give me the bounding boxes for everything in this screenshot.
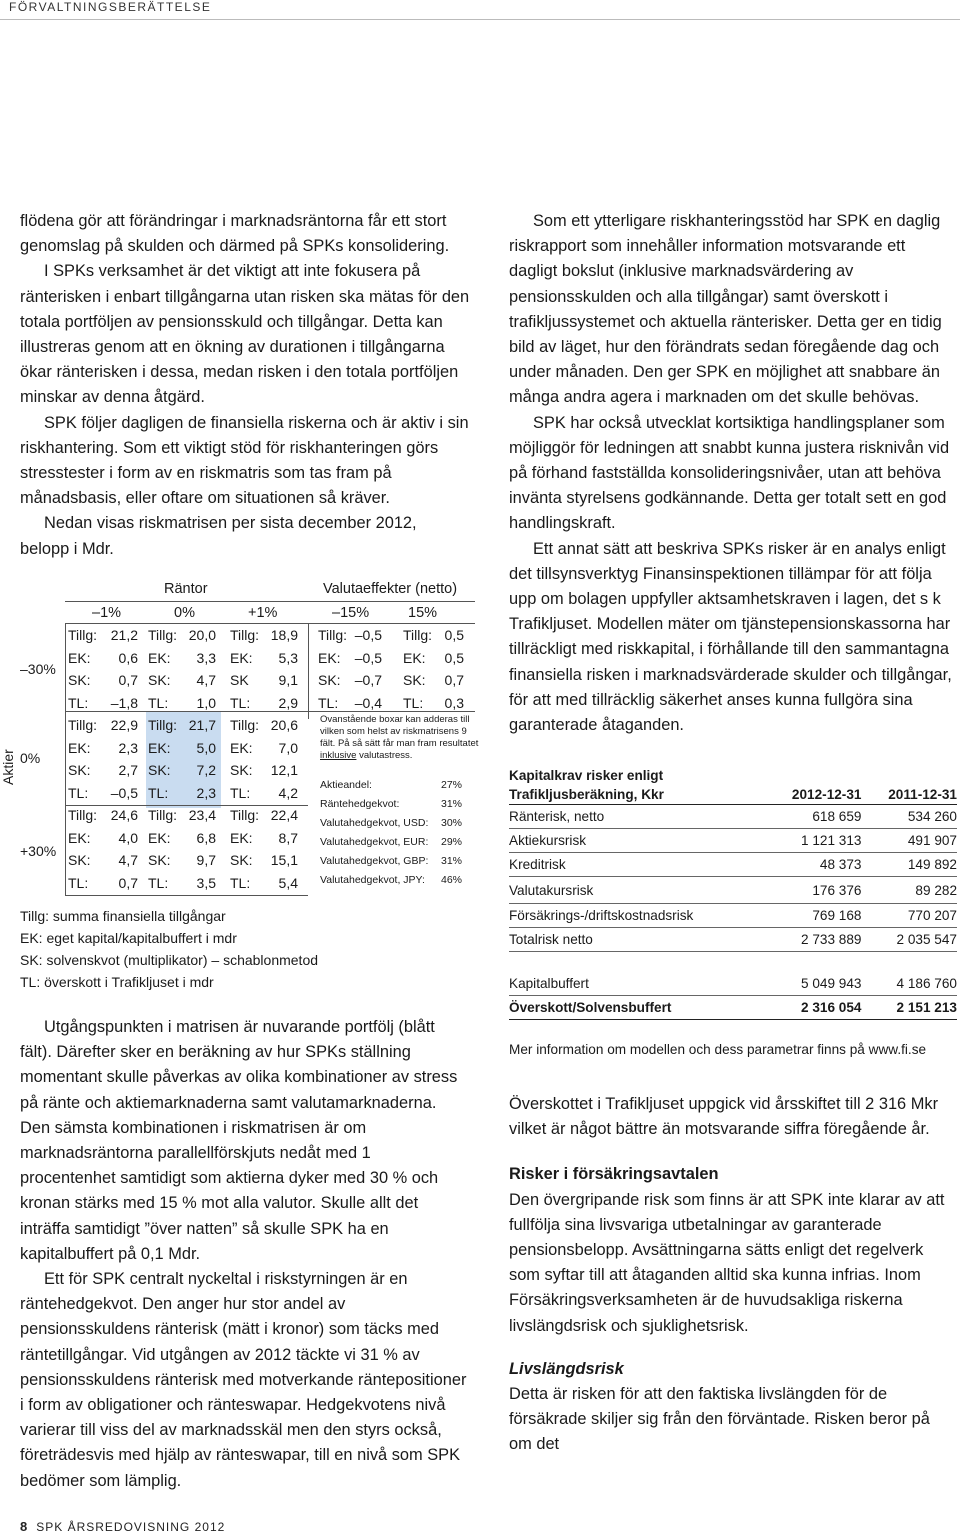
paragraph: flödena gör att förändringar i marknadsräntorna får ett stort genomslag på skulden och därmed på SPKs konsolidering.: [20, 212, 450, 256]
table-row: [509, 928, 957, 952]
table-row: [509, 805, 957, 829]
cell-value: 0,6: [118, 649, 138, 666]
paragraph: SPK har också utvecklat kortsiktiga handlingsplaner som möjliggör för ledningen att snabbt kunna justera risknivån vid på förhand fastställda konsolideringsnivåer, utan att behöva invänta styrelsens godkännande. Detta ger totalt sett en god handlingskraft.: [509, 413, 950, 533]
matrix-note: [320, 714, 478, 762]
cell-value: 15,1: [270, 852, 298, 868]
cell-value: 7,0: [278, 739, 298, 756]
cell: 2 151 213: [861, 996, 957, 1020]
cell-label: EK:: [148, 829, 171, 846]
legend-item: Tillg: summa finansiella tillgångar: [20, 908, 226, 924]
col-head: –15%: [332, 605, 370, 621]
cell-label: Tillg:: [68, 627, 98, 643]
page-footer: [20, 1519, 225, 1534]
cell-label: SK: [230, 672, 249, 688]
cell-label: EK:: [148, 739, 171, 756]
footer-text: SPK ÅRSREDOVISNING 2012: [36, 1520, 226, 1534]
cell-label: Tillg:: [230, 717, 260, 733]
row-label: Överskott/Solvensbuffert: [509, 996, 765, 1020]
stat-label: Valutahedgekvot, GBP:: [320, 855, 429, 867]
matrix-rule: [65, 623, 475, 624]
table-title: Trafikljusberäkning, Kkr: [509, 785, 765, 805]
paragraph: Överskottet i Trafikljuset uppgick vid årsskiftet till 2 316 Mkr vilket är något bättre än motsvarande siffra föregående år.: [509, 1095, 939, 1139]
cell-label: SK:: [230, 852, 253, 868]
paragraph: Som ett ytterligare riskhanteringsstöd har SPK en daglig riskrapport som innehåller information motsvarande ett dagligt bokslut (inklusive marknadsvärdering av pensionsskulden och alla tillgångar) samt överskott i trafikljussystemet och aktuella ränterisker. Detta ger en tidig bild av läget, hur den förändrats sedan föregående dag och under månaden. Den ger SPK en möjlighet att snabbare än många andra agera i marknaden om det skulle behövas.: [509, 212, 942, 407]
cell-value: 0,7: [118, 672, 138, 688]
cell-label: TL:: [68, 874, 89, 891]
cell: 534 260: [861, 805, 957, 829]
stat-label: Aktieandel:: [320, 779, 372, 791]
cell-value: 0,7: [118, 874, 138, 891]
cell-value: 3,3: [196, 649, 216, 666]
paragraph: SPK följer dagligen de finansiella riskerna och är aktiv i sin riskhantering. Som ett viktigt stöd för riskhanteringen görs stresstester i form av en riskmatris som tas fram på månadsbasis, eller oftare om situationen så kräver.: [20, 413, 469, 508]
table-row: [509, 972, 957, 996]
stat-value: 46%: [440, 874, 462, 886]
note-line-rest: valutastress.: [356, 750, 413, 761]
subheading: Livslängdsrisk: [509, 1359, 624, 1378]
note-underline: inklusive: [320, 750, 357, 761]
legend-item: SK: solvenskvot (multiplikator) – schablonmetod: [20, 952, 319, 968]
cell-label: TL:: [148, 874, 169, 891]
section-header: FÖRVALTNINGSBERÄTTELSE: [9, 0, 212, 14]
cell-label: SK:: [148, 852, 171, 868]
cell-value: 9,1: [278, 672, 298, 688]
stat-label: Valutahedgekvot, JPY:: [320, 874, 425, 886]
cell-label: SK:: [318, 672, 341, 688]
cell-label: EK:: [318, 649, 341, 666]
stat-label: Valutahedgekvot, USD:: [320, 817, 429, 829]
cell-label: EK:: [230, 739, 253, 756]
table-title: Kapitalkrav risker enligt: [509, 768, 664, 783]
col-header: 2012-12-31: [765, 785, 862, 805]
cell-label: Tillg:: [148, 807, 178, 823]
cell: 1 121 313: [765, 829, 862, 853]
cell-value: –0,5: [110, 784, 138, 801]
cell-label: Tillg:: [148, 717, 178, 733]
cell-value: 24,6: [110, 807, 138, 823]
table-row: [509, 904, 957, 928]
matrix-header-rantor: Räntor: [164, 581, 208, 597]
cell-value: –0,7: [354, 672, 382, 688]
paragraph: Detta är risken för att den faktiska livslängden för de försäkrade skiljer sig från den förväntade. Risken beror på om det: [509, 1385, 930, 1454]
cell-value: –0,5: [354, 627, 382, 643]
row-label: Ränterisk, netto: [509, 805, 765, 829]
cell-label: Tillg:: [230, 807, 260, 823]
table-row: [509, 877, 957, 904]
cell: 48 373: [765, 853, 862, 877]
col-head: +1%: [248, 605, 278, 621]
table-row: [509, 996, 957, 1020]
right-column-intro: [509, 209, 957, 738]
row-label: Aktiekursrisk: [509, 829, 765, 853]
cell-label: Tillg:: [318, 627, 348, 643]
cell-value: –0,4: [354, 694, 382, 711]
cell-label: SK:: [148, 672, 171, 688]
col-head: 15%: [408, 605, 438, 621]
cell: 4 186 760: [861, 972, 957, 996]
cell-value: 20,0: [188, 627, 216, 643]
cell-value: 21,2: [110, 627, 138, 643]
header-divider: [0, 19, 960, 20]
matrix-rule: [65, 895, 308, 896]
cell: 770 207: [861, 904, 957, 928]
row-label: Kreditrisk: [509, 853, 765, 877]
cell-value: 0,3: [444, 694, 464, 711]
cell-value: 0,5: [444, 649, 464, 666]
subheading: Risker i försäkringsavtalen: [509, 1165, 719, 1184]
cell: 2 316 054: [765, 996, 862, 1020]
matrix-rule: [65, 711, 475, 712]
capital-requirement-table: [509, 766, 957, 1020]
right-column-after: [509, 1092, 957, 1458]
paragraph: Ett annat sätt att beskriva SPKs risker är en analys enligt det tillsynsverktyg Finansinspektionen tillämpar för att följa upp om bolagen uppfyller aktsamhetskraven i lagen, det s k Trafikljuset. Modellen mäter om tjänstepensionskassorna har tillräckligt med riskkapital, i förhållande till den sammantagna finansiella risken i marknadsvärderade skulder och tillgångar, för att med tillräcklig säkerhet anses kunna fullgöra sina garanterade åtaganden.: [509, 539, 952, 735]
paragraph: Utgångspunkten i matrisen är nuvarande portfölj (blått fält). Därefter sker en beräkning av hur SPKs ställning momentant skulle påverkas av olika kombinationer av stress på ränte och aktiemarknaderna samt valutamarknaderna. Den sämsta kombinationen i riskmatrisen är om marknadsräntorna parallellförskjuts nedåt med 1 procentenhet samtidigt som aktierna dyker med 30 % och kronan stärks med 15 % mot alla valutor. Skulle allt det inträffa samtidigt ”över natten” så skulle SPK ha en kapitalbuffert på 0,1 Mdr.: [20, 1018, 458, 1263]
cell-value: 2,9: [278, 694, 298, 711]
cell-label: SK:: [68, 762, 91, 778]
cell-label: TL:: [68, 784, 89, 801]
cell-label: Tillg:: [148, 627, 178, 643]
cell-value: 1,0: [196, 694, 216, 711]
cell-value: 21,7: [188, 717, 216, 733]
stat-value: 29%: [440, 836, 462, 848]
cell: 176 376: [765, 877, 862, 904]
cell-label: Tillg:: [230, 627, 260, 643]
cell-label: TL:: [230, 784, 251, 801]
cell-label: EK:: [68, 649, 91, 666]
stat-value: 27%: [440, 779, 462, 791]
cell-label: SK:: [68, 672, 91, 688]
cell-label: SK:: [230, 762, 253, 778]
matrix-header-valuta: Valutaeffekter (netto): [323, 581, 458, 597]
col-header: 2011-12-31: [861, 785, 957, 805]
cell-label: TL:: [230, 874, 251, 891]
col-head: 0%: [174, 605, 195, 621]
matrix-legend: [20, 905, 318, 993]
note-line: fält. På så sätt får man fram resultatet: [320, 738, 479, 749]
row-label: Valutakursrisk: [509, 877, 765, 904]
cell-value: 2,3: [196, 784, 216, 801]
cell: 5 049 943: [765, 972, 862, 996]
cell-value: 5,4: [278, 874, 298, 891]
cell-label: Tillg:: [403, 627, 433, 643]
cell-value: 23,4: [188, 807, 216, 823]
cell-value: –0,5: [354, 649, 382, 666]
matrix-divider: [308, 623, 309, 719]
cell-value: 0,5: [444, 627, 464, 643]
paragraph: I SPKs verksamhet är det viktigt att inte fokusera på ränterisken i enbart tillgångarna utan risken ska mätas för den totala portföljen av pensionsskuld och tillgångar. Detta kan illustreras genom att en ökning av durationen i tillgångarna ökar ränterisken i dessa, medan risken i den totala portföljen minskar av denna åtgärd.: [20, 262, 470, 407]
legend-item: TL: överskott i Trafikljuset i mdr: [20, 974, 214, 990]
cell-label: TL:: [148, 694, 169, 711]
cell-value: 12,1: [270, 762, 298, 778]
cell-label: EK:: [68, 829, 91, 846]
cell-label: Tillg:: [68, 807, 98, 823]
cell-value: 18,9: [270, 627, 298, 643]
row-label: Försäkrings-/driftskostnadsrisk: [509, 904, 765, 928]
cell-label: EK:: [68, 739, 91, 756]
cell-value: 8,7: [278, 829, 298, 846]
cell: 149 892: [861, 853, 957, 877]
cell-value: 22,4: [270, 807, 298, 823]
stat-label: Valutahedgekvot, EUR:: [320, 836, 429, 848]
cell-value: 4,0: [118, 829, 138, 846]
cell: 618 659: [765, 805, 862, 829]
cell-label: EK:: [230, 829, 253, 846]
row-label: –30%: [20, 661, 56, 677]
cell-label: SK:: [403, 672, 426, 688]
cell-label: EK:: [230, 649, 253, 666]
cell-value: 20,6: [270, 717, 298, 733]
left-column-intro: [20, 209, 470, 562]
row-label: Kapitalbuffert: [509, 972, 765, 996]
note-line: Ovanstående boxar kan adderas till: [320, 714, 470, 725]
legend-item: EK: eget kapital/kapitalbuffert i mdr: [20, 930, 237, 946]
left-column-after: [20, 1015, 470, 1494]
note-line: vilken som helst av riskmatrisens 9: [320, 726, 467, 737]
col-head: –1%: [92, 605, 122, 621]
cell-value: –1,8: [110, 694, 138, 711]
more-info: Mer information om modellen och dess parametrar finns på www.fi.se: [509, 1042, 927, 1057]
cell-value: 4,7: [118, 852, 138, 868]
matrix-rule: [65, 805, 308, 806]
cell: 89 282: [861, 877, 957, 904]
cell-label: SK:: [68, 852, 91, 868]
cell-value: 2,3: [118, 739, 138, 756]
cell-label: TL:: [148, 784, 169, 801]
table-row: [509, 829, 957, 853]
stat-value: 30%: [440, 817, 462, 829]
table-row: [509, 853, 957, 877]
cell-label: EK:: [148, 649, 171, 666]
cell: 769 168: [765, 904, 862, 928]
cell-label: EK:: [403, 649, 426, 666]
note-line: [320, 750, 478, 762]
row-label: Totalrisk netto: [509, 928, 765, 952]
matrix-side-label: Aktier: [0, 749, 16, 785]
matrix-rule: [65, 601, 475, 602]
stat-label: Räntehedgekvot:: [320, 798, 400, 810]
cell: 2 035 547: [861, 928, 957, 952]
stat-value: 31%: [440, 855, 462, 867]
cell-label: TL:: [230, 694, 251, 711]
cell-label: TL:: [318, 694, 339, 711]
cell-label: SK:: [148, 762, 171, 778]
cell-value: 5,0: [196, 739, 216, 756]
cell-value: 4,7: [196, 672, 216, 688]
row-label: 0%: [20, 750, 41, 766]
cell-value: 2,7: [118, 762, 138, 778]
cell-value: 0,7: [444, 672, 464, 688]
page-number: 8: [20, 1519, 29, 1534]
cell-label: TL:: [403, 694, 424, 711]
paragraph: Den övergripande risk som finns är att SPK inte klarar av att fullfölja sina livsvariga utbetalningar av garanterade pensionsbelopp. Avsättningarna sätts enligt det regelverk som syftar till att åtaganden alltid ska kunna infrias. Inom Försäkringsverksamheten är de huvudsakliga riskerna livslängdsrisk och sjuklighetsrisk.: [509, 1190, 945, 1335]
cell: 2 733 889: [765, 928, 862, 952]
cell-value: 5,3: [278, 649, 298, 666]
cell: 491 907: [861, 829, 957, 853]
cell-value: 7,2: [196, 762, 216, 778]
cell-value: 22,9: [110, 717, 138, 733]
paragraph: Nedan visas riskmatrisen per sista december 2012, belopp i Mdr.: [20, 514, 417, 558]
stat-value: 31%: [440, 798, 462, 810]
cell-label: TL:: [68, 694, 89, 711]
cell-value: 4,2: [278, 784, 298, 801]
paragraph: Ett för SPK centralt nyckeltal i riskstyrningen är en räntehedgekvot. Den anger hur stor andel av pensionsskuldens ränterisk (mätt i kronor) som täcks med räntetillgångar. Vid utgången av 2012 täckte vi 31 % av pensionsskuldens ränterisk med motverkande räntepositioner i form av obligationer och ränteswapar. Hedgekvotens nivå varierar till viss del av marknadsskäl men den styrs också, företrädesvis med hjälp av ränteswapar, till en nivå som SPK bedömer som lämplig.: [20, 1270, 467, 1490]
cell-value: 6,8: [196, 829, 216, 846]
row-label: +30%: [20, 843, 57, 859]
risk-matrix: [20, 575, 479, 905]
matrix-divider: [65, 623, 66, 895]
cell-value: 9,7: [196, 852, 216, 868]
cell-value: 3,5: [196, 874, 216, 891]
cell-label: Tillg:: [68, 717, 98, 733]
